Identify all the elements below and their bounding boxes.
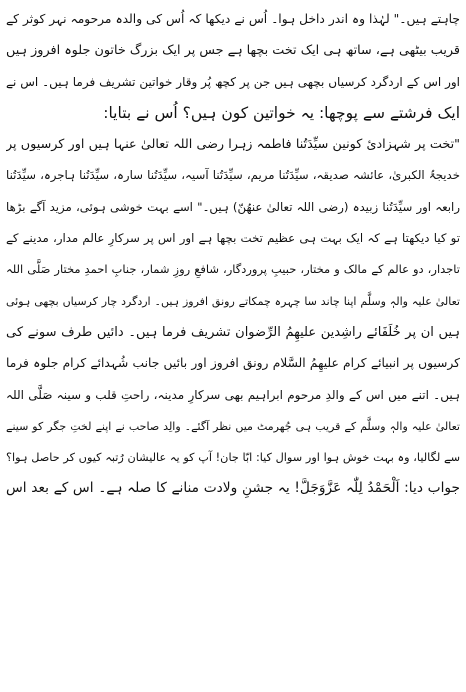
text-line-10: تعالیٰ علیہ والہٖ وسلَّم اپنا چاند سا چہرہ چمکاتے رونق افروز ہیں۔ اردگرد چار کرسیاں بچھی ہوئی bbox=[6, 294, 460, 308]
text-line-6: خدیجۃُ الکبریٰ، عائشہ صدیقہ، سیِّدَتُنا مریم، سیِّدَتُنا آسیہ، سیِّدَتُنا سارہ، سیِّدَتُنا ہاجرہ، سیِّدَتُنا bbox=[6, 168, 460, 183]
text-line-4: ایک فرشتے سے پوچھا: یہ خواتین کون ہیں؟ اُس نے بتایا: bbox=[103, 103, 460, 122]
text-line-15: سے لگالیا، وہ بہت خوش ہوا اور سوال کیا: ابّا جان! آپ کو یہ عالیشان رُتبہ کیوں کر حاصل ہوا؟ bbox=[6, 451, 460, 465]
text-line-16: جواب دیا: اَلْحَمْدُ لِلّٰہ عَزَّوَجَلَّ! یہ جشنِ ولادت منانے کا صلہ ہے۔ اس کے بعد اس bbox=[6, 480, 460, 497]
text-line-14: تعالیٰ علیہ والہٖ وسلَّم کے قریب ہی جُھرمٹ میں نظر آگئے۔ والِد صاحب نے اپنے لختِ جگر کو سینے bbox=[6, 419, 460, 433]
text-line-2: قریب بیٹھی ہے، ساتھ ہی ایک تخت بچھا ہے جس پر ایک بزرگ خاتون جلوہ افروز ہیں bbox=[6, 43, 460, 59]
text-line-13: ہیں۔ اتنے میں اس کے والدِ مرحوم ابراہیم بھی سرکارِ مدینہ، راحتِ قلب و سینہ صَلَّی اللہ bbox=[6, 387, 460, 402]
text-line-3: اور اس کے اردگرد کرسیاں بچھی ہیں جن پر کچھ پُر وقار خواتین تشریف فرما ہیں۔ اس نے bbox=[6, 74, 460, 89]
text-line-8: تو کیا دیکھتا ہے کہ ایک بہت ہی عظیم تخت بچھا ہے اور اس پر سرکارِ عالم مدار، مدینے کے bbox=[6, 231, 460, 246]
text-line-1: چاہتے ہیں۔" لہٰذا وہ اندر داخل ہوا۔ اُس نے دیکھا کہ اُس کی والدہ مرحومہ نہر کوثر کے bbox=[6, 12, 460, 26]
text-line-11: ہیں ان پر خُلَفَائے راشِدین علیھِمُ الرِّضوان تشریف فرما ہیں۔ دائیں طرف سونے کی bbox=[6, 324, 460, 340]
text-line-7: رابعہ اور سیِّدَتُنا زبیدہ (رضی اللہ تعالیٰ عنھُنّ) ہیں۔" اسے بہت خوشی ہوئی، مزید آگے بڑھا bbox=[6, 199, 460, 214]
text-line-9: تاجدار، دو عالم کے مالک و مختار، حبیبِ پروردگار، شافعِ روزِ شمار، جنابِ احمدِ مختار صَلَّی اللہ bbox=[6, 262, 460, 277]
text-line-12: کرسیوں پر انبیائے کرام علیھِمُ السَّلام رونق افروز اور بائیں جانب شُہدائے کرام جلوہ فرما bbox=[6, 356, 460, 371]
text-line-5: "تخت پر شہزادیٔ کونین سیِّدَتُنا فاطمہ زہرا رضی اللہ تعالیٰ عنہا ہیں اور کرسیوں پر bbox=[6, 137, 460, 153]
